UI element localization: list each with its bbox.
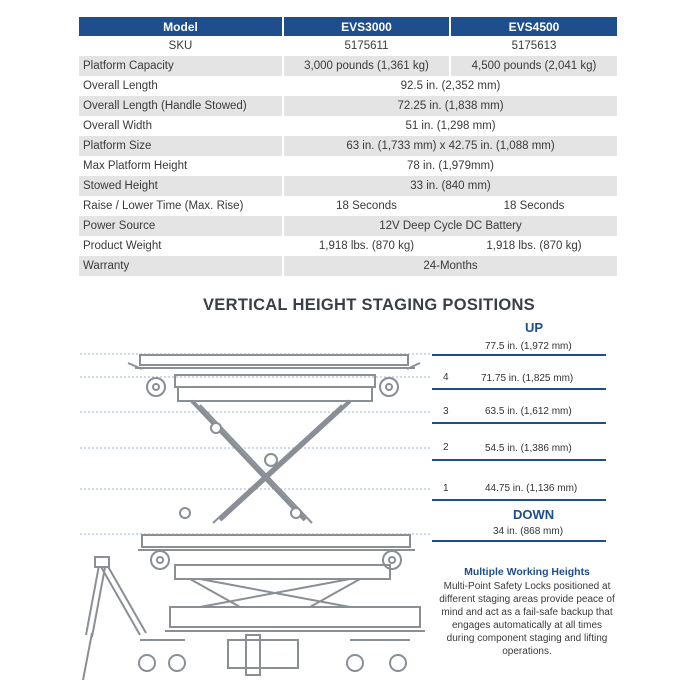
table-row — [79, 56, 617, 76]
cell-evs4500: 4,500 pounds (2,041 kg) — [450, 56, 617, 76]
up-label: UP — [525, 320, 544, 335]
row-label: Max Platform Height — [79, 156, 283, 176]
row-label: Power Source — [79, 216, 283, 236]
down-label: DOWN — [513, 507, 555, 522]
table-row — [79, 156, 617, 176]
table-row — [79, 256, 617, 276]
table-row — [79, 176, 617, 196]
position-height: 44.75 in. (1,136 mm) — [485, 483, 578, 494]
table-row — [79, 76, 617, 96]
cell-shared: 33 in. (840 mm) — [283, 176, 617, 196]
table-row — [79, 196, 617, 216]
row-label: Warranty — [79, 256, 283, 276]
callout-title: Multiple Working Heights — [464, 566, 590, 578]
lift-table-illustration — [80, 335, 430, 680]
position-height-max: 77.5 in. (1,972 mm) — [485, 341, 572, 352]
table-row — [79, 236, 617, 256]
row-label: Platform Capacity — [79, 56, 283, 76]
spec-table — [79, 17, 617, 276]
row-label: SKU — [79, 36, 283, 56]
cell-evs4500: 18 Seconds — [450, 196, 617, 216]
staging-separator — [432, 388, 606, 390]
cell-evs3000: 1,918 lbs. (870 kg) — [283, 236, 450, 256]
position-number: 2 — [443, 442, 449, 453]
row-label: Stowed Height — [79, 176, 283, 196]
lowered-base — [138, 535, 425, 675]
row-label: Overall Length (Handle Stowed) — [79, 96, 283, 116]
table-row — [79, 36, 617, 56]
staging-separator — [432, 422, 606, 424]
callout-body: Multi-Point Safety Locks positioned at different staging areas provide peace of mind and act as a fail-safe backup that engages automatically at all times during component staging and lifting operations. — [439, 581, 615, 657]
cell-shared: 51 in. (1,298 mm) — [283, 116, 617, 136]
height-guide-lines — [80, 354, 430, 534]
cell-evs4500: 5175613 — [450, 36, 617, 56]
position-number: 1 — [443, 483, 449, 494]
table-row — [79, 116, 617, 136]
spec-header-row — [79, 17, 617, 36]
header-evs3000: EVS3000 — [283, 17, 450, 36]
staging-separator — [432, 354, 606, 356]
position-height-min: 34 in. (868 mm) — [493, 526, 564, 537]
position-number: 3 — [443, 406, 449, 417]
staging-separator — [432, 459, 606, 461]
staging-title: VERTICAL HEIGHT STAGING POSITIONS — [203, 296, 535, 314]
cell-evs3000: 3,000 pounds (1,361 kg) — [283, 56, 450, 76]
raised-platform — [128, 355, 420, 401]
cell-shared: 12V Deep Cycle DC Battery — [283, 216, 617, 236]
position-height: 63.5 in. (1,612 mm) — [485, 406, 572, 417]
row-label: Overall Length — [79, 76, 283, 96]
cell-shared: 78 in. (1,979mm) — [283, 156, 617, 176]
cell-shared: 24-Months — [283, 256, 617, 276]
header-evs4500: EVS4500 — [450, 17, 617, 36]
cell-shared: 72.25 in. (1,838 mm) — [283, 96, 617, 116]
row-label: Product Weight — [79, 236, 283, 256]
row-label: Raise / Lower Time (Max. Rise) — [79, 196, 283, 216]
row-label: Platform Size — [79, 136, 283, 156]
staging-separator — [432, 499, 606, 501]
row-label: Overall Width — [79, 116, 283, 136]
position-height: 71.75 in. (1,825 mm) — [481, 373, 574, 384]
cell-evs4500: 1,918 lbs. (870 kg) — [450, 236, 617, 256]
header-model: Model — [79, 17, 283, 36]
cell-evs3000: 5175611 — [283, 36, 450, 56]
cell-evs3000: 18 Seconds — [283, 196, 450, 216]
table-row — [79, 96, 617, 116]
staging-separator — [432, 540, 606, 542]
table-row — [79, 136, 617, 156]
table-row — [79, 216, 617, 236]
position-height: 54.5 in. (1,386 mm) — [485, 443, 572, 454]
cell-shared: 92.5 in. (2,352 mm) — [283, 76, 617, 96]
cell-shared: 63 in. (1,733 mm) x 42.75 in. (1,088 mm) — [283, 136, 617, 156]
position-number: 4 — [443, 372, 449, 383]
pull-handle — [83, 557, 146, 680]
